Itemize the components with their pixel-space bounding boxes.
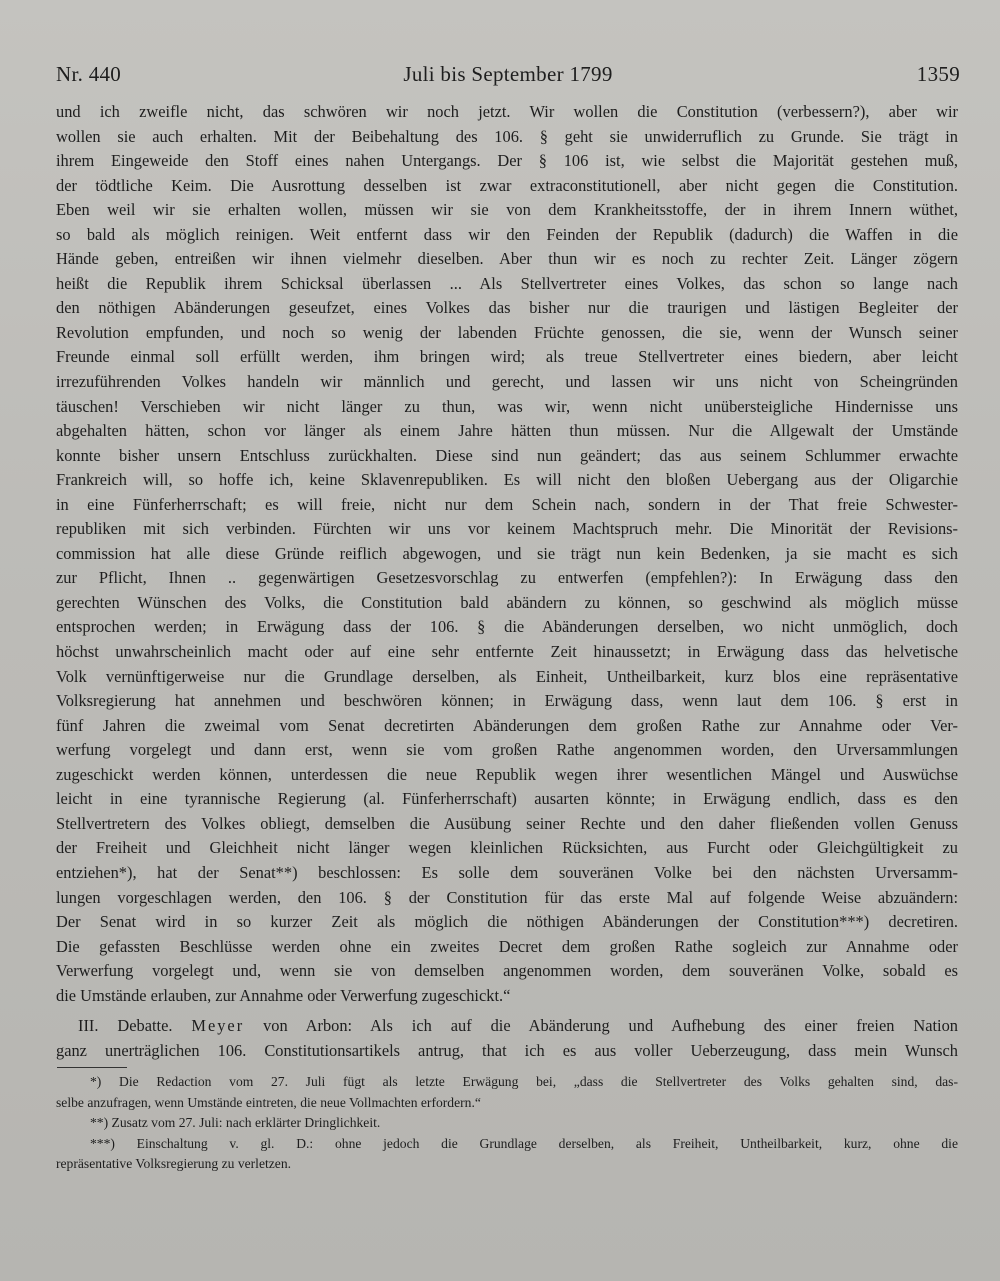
body-line: Volk vernünftigerweise nur die Grundlage derselben, als Einheit, Untheilbarkeit, kurz blos eine repräsentative — [56, 666, 958, 686]
body-line: Verwerfung vorgelegt und, wenn sie von demselben angenommen worden, dem souveränen Volke, sobald es — [56, 961, 958, 981]
body-line: so bald als möglich reinigen. Weit entfernt dass wir den Feinden der Republik (dadurch) die Waffen in die — [56, 224, 958, 244]
body-line: höchst unwahrscheinlich macht oder auf eine sehr entfernte Zeit hinaussetzt; in Erwägung dass das helvetische — [56, 642, 958, 662]
body-line: Hände geben, entreißen wir ihnen vielmehr dieselben. Aber thun wir es noch zu rechter Zeit. Länger zögern — [56, 249, 958, 269]
running-header — [56, 62, 960, 94]
date-range-title: Juli bis September 1799 — [403, 62, 613, 86]
body-line: Frankreich will, so hoffe ich, keine Sklavenrepubliken. Es will nicht den bloßen Uebergang aus der Oligarchie — [56, 470, 958, 490]
body-line: commission hat alle diese Gründe reiflich abgewogen, und sie trägt nun kein Bedenken, ja sie macht es sich — [56, 543, 958, 563]
body-line: die Umstände erlauben, zur Annahme oder Verwerfung zugeschickt.“ — [56, 985, 511, 1005]
page-number: 1359 — [916, 62, 960, 86]
footnote-line: **) Zusatz vom 27. Juli: nach erklärter Dringlichkeit. — [90, 1115, 381, 1131]
body-line: zur Pflicht, Ihnen .. gegenwärtigen Gesetzesvorschlag zu entwerfen (empfehlen?): In Erwägung dass den — [56, 568, 958, 588]
footnotes — [56, 1072, 958, 1175]
body-line: zugeschickt werden können, unterdessen die neue Republik wegen ihrer wesentlichen Mängel und Auswüchse — [56, 764, 958, 784]
body-line: Freunde einmal soll erfüllt werden, ihm bringen wird; als treue Stellvertreter eines biedern, aber leicht — [56, 347, 958, 367]
body-line: irrezuführenden Volkes handeln wir männlich und gerecht, und lassen wir uns nicht von Scheingründen — [56, 372, 958, 392]
body-line: Der Senat wird in so kurzer Zeit als möglich die nöthigen Abänderungen der Constitution***) decretiren. — [56, 912, 958, 932]
body-line: heißt die Republik ihrem Schicksal überlassen ... Als Stellvertreter eines Volkes, das schon so lange nach — [56, 273, 958, 293]
body-line: Revolution empfunden, und noch so wenig der labenden Früchte genossen, die sie, wenn der Wunsch seiner — [56, 322, 958, 342]
body-line: werfung vorgelegt und dann erst, wenn sie vom großen Rathe angenommen worden, den Urversammlungen — [56, 740, 958, 760]
body-line: republiken mit sich verbinden. Fürchten wir uns vor keinem Machtspruch mehr. Die Minorität der Revisions- — [56, 519, 958, 539]
debate-line: ganz unerträglichen 106. Constitutionsartikels antrug, that ich es aus voller Ueberzeugung, dass mein Wunsch — [56, 1040, 958, 1060]
body-line: in eine Fünferherrschaft; es will freie, nicht nur dem Schein nach, sondern in der That freie Schwester- — [56, 494, 958, 514]
body-line: konnte bisher unsern Entschluss zurückhalten. Diese sind nun geändert; das aus seinem Schlummer erwachte — [56, 445, 958, 465]
body-line: den nöthigen Abänderungen geseufzet, eines Volkes das bisher nur die traurigen und lästigen Begleiter der — [56, 298, 958, 318]
body-line: entziehen*), hat der Senat**) beschlossen: Es solle dem souveränen Volke bei den nächsten Urversamm- — [56, 862, 958, 882]
body-text — [56, 100, 958, 1063]
footnote-line: repräsentative Volksregierung zu verletzen. — [56, 1156, 292, 1172]
body-line: gerechten Wünschen des Volks, die Constitution bald abändern zu können, so geschwind als möglich müsse — [56, 592, 958, 612]
body-line: Volksregierung hat annehmen und beschwören können; in Erwägung dass, wenn laut dem 106. § erst in — [56, 691, 958, 711]
footnote-divider — [57, 1067, 127, 1068]
body-line: abgehalten hätten, schon vor länger als einem Jahre hätten thun müssen. Nur die Allgewalt der Umstände — [56, 421, 958, 441]
body-line: lungen vorgeschlagen werden, den 106. § der Constitution für das erste Mal auf folgende Weise abzuändern: — [56, 887, 958, 907]
body-line: der tödtliche Keim. Die Ausrottung desselben ist zwar extraconstitutionell, aber nicht gegen die Constitution. — [56, 175, 958, 195]
footnote-line: *) Die Redaction vom 27. Juli fügt als letzte Erwägung bei, „dass die Stellvertreter des Volks gehalten sind, das- — [90, 1074, 958, 1089]
body-line: wollen sie auch erhalten. Mit der Beibehaltung des 106. § geht sie unwiderruflich zu Grunde. Sie trägt in — [56, 126, 958, 146]
debate-line — [56, 1014, 958, 1039]
body-line: und ich zweifle nicht, das schwören wir noch jetzt. Wir wollen die Constitution (verbessern?), aber wir — [56, 102, 958, 121]
footnote-line: selbe anzufragen, wenn Umstände eintreten, die neue Vollmachten erfordern.“ — [56, 1094, 481, 1110]
body-line: fünf Jahren die zweimal vom Senat decretirten Abänderungen dem großen Rathe zur Annahme oder Ver- — [56, 715, 958, 735]
body-line: ihrem Eingeweide den Stoff eines nahen Untergangs. Der § 106 ist, wie selbst die Majorität gestehen muß, — [56, 151, 958, 171]
body-line: Stellvertretern des Volkes obliegt, demselben die Ausübung seiner Rechte und den daher fließenden vollen Genuss — [56, 813, 958, 833]
debate-section-label: III. Debatte. — [78, 1016, 173, 1036]
body-line: entsprochen werden; in Erwägung dass der 106. § die Abänderungen derselben, wo nicht unmöglich, doch — [56, 617, 958, 637]
speaker-name: Meyer — [191, 1016, 245, 1036]
body-line: leicht in eine tyrannische Regierung (al. Fünferherrschaft) ausarten könnte; in Erwägung endlich, dass es den — [56, 789, 958, 809]
body-line: täuschen! Verschieben wir nicht länger zu thun, was wir, wenn nicht unübersteigliche Hindernisse uns — [56, 396, 958, 416]
debate-text: von Arbon: Als ich auf die Abänderung und Aufhebung des einer freien Nation — [263, 1016, 958, 1036]
body-line: Eben weil wir sie erhalten wollen, müssen wir sie von dem Krankheitsstoffe, der in ihrem Innern wüthet, — [56, 200, 958, 220]
body-line: Die gefassten Beschlüsse werden ohne ein zweites Decret dem großen Rathe sogleich zur Annahme oder — [56, 936, 958, 956]
body-line: der Freiheit und Gleichheit nicht länger wegen kleinlichen Rücksichten, aus Furcht oder Gleichgültigkeit zu — [56, 838, 958, 858]
footnote-line: ***) Einschaltung v. gl. D.: ohne jedoch die Grundlage derselben, als Freiheit, Untheilbarkeit, kurz, ohne die — [90, 1135, 958, 1151]
document-number: Nr. 440 — [56, 62, 122, 86]
